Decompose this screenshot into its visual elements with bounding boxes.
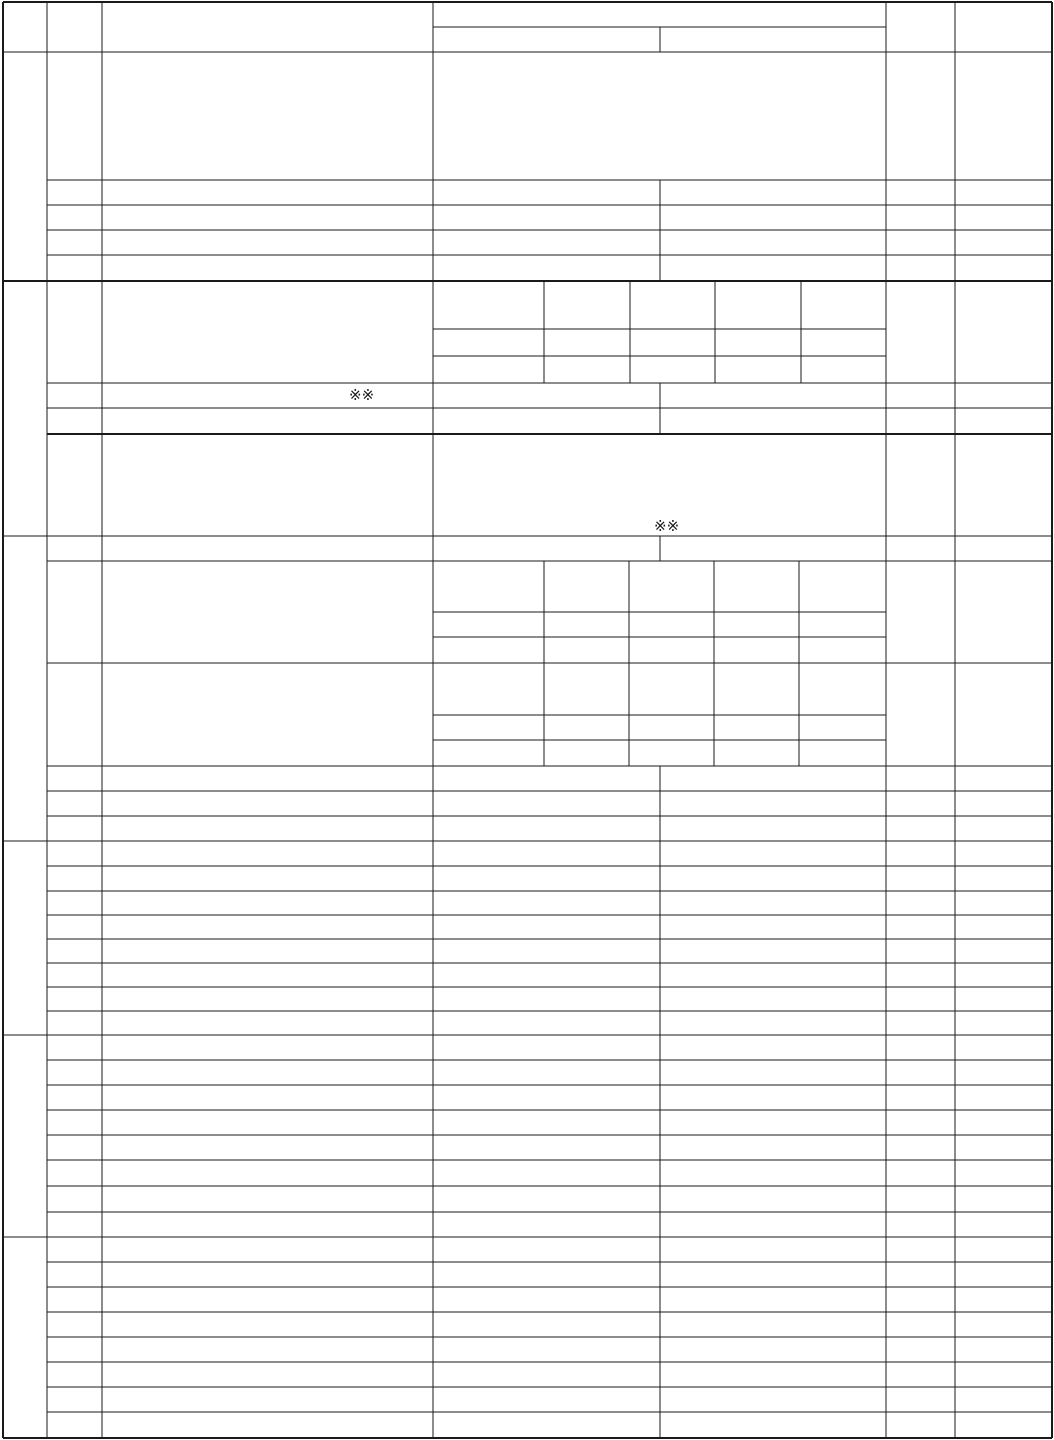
reference-mark-row-label: ※※ [349, 386, 375, 404]
grid-lines [3, 2, 1052, 1438]
reference-mark-block-cell: ※※ [654, 517, 680, 535]
